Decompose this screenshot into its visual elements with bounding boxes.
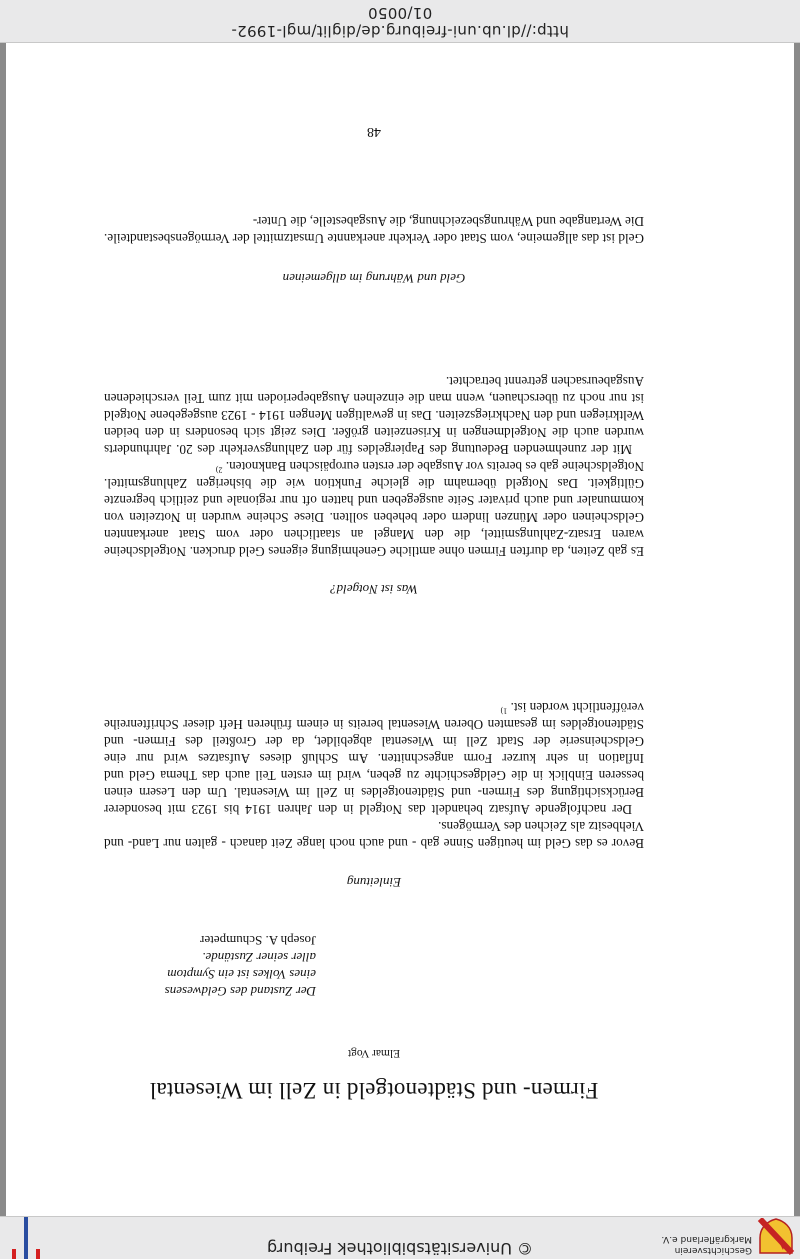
section-heading-einleitung: Einleitung <box>346 875 402 890</box>
society-crest-icon <box>757 1218 795 1256</box>
footnote-ref: 1) <box>500 706 508 716</box>
society-label: Geschichtsverein Markgräflerland e.V. <box>661 1234 752 1255</box>
document-url[interactable]: http://dl.ub.uni-freiburg.de/diglit/mgl-1992-01/0050 <box>231 4 569 40</box>
paragraph: Bevor es das Geld im heutigen Sinne gab - und auch noch lange Zeit danach - galten nur Land- und Viehbesitz als Zeichen des Vermögens. <box>104 819 644 851</box>
section-heading-geld-waehrung: Geld und Währung im allgemeinen <box>282 271 466 286</box>
article-title: Firmen- und Städtenotgeld in Zell im Wiesental <box>149 1078 599 1103</box>
paragraph: Es gab Zeiten, da durften Firmen ohne amtliche Genehmigung eigenes Geld drucken. Notgeldscheine waren Ersatz-Zahlungsmittel, die den Mangel an staatlichen oder vom Staat anerkannten Geldscheinen oder Münzen lindern oder beheben sollten. Diese Scheine wurden in Notzeiten von kommunaler und auch privater Seite ausgegeben und hatten oft nur regionale und zeitlich begrenzte Gültigkeit. Das Notgeld übernahm die gleiche Funktion wie die bisherigen Zahlungsmittel. Notgeldscheine gab es bereits vor Ausgabe der ersten europäischen Banknoten. $^{2)}$ <box>104 459 644 559</box>
paragraph: Mit der zunehmenden Bedeutung des Papiergeldes für den Zahlungsverkehr des 20. Jahrhunderts wurden auch die Notgeldmengen in Krisenzeiten größer. Dies zeigt sich besonders in den beiden Weltkriegen und den Nachkriegszeiten. Das in gewaltigen Mengen 1914 - 1923 ausgegebene Notgeld ist nur noch zu überschauen, wenn man die einzelnen Ausgabeperioden mit zum Teil verschiedenen Ausgabeursachen getrennt betrachtet. <box>104 374 644 457</box>
epigraph <box>56 932 316 1000</box>
paragraph: Der nachfolgende Aufsatz behandelt das Notgeld in den Jahren 1914 bis 1923 mit besonderer Berücksichtigung des Firmen- und Städtenotgeldes in Zell im Wiesental. Um den Lesern einen besseren Einblick in die Geldgeschichte zu geben, wird im ersten Teil auch das Thema Geld und Inflation in sehr kurzer Form angeschnitten. Am Schluß dieses Aufsatzes wird nur eine Geldscheinserie der Stadt Zell im Wiesental abgebildet, da der Großteil des Firmen- und Städtenotgeldes im gesamten Oberen Wiesental bereits in einem früheren Heft dieser Schriftenreihe veröffentlicht worden ist. $^{1)}$ <box>104 700 644 817</box>
viewer-top-bar <box>0 1216 800 1259</box>
section-heading-notgeld: Was ist Notgeld? <box>330 582 418 597</box>
copyright-text: © Universitätsbibliothek Freiburg <box>266 1239 534 1258</box>
article-author: Elmar Vogt <box>347 1047 401 1059</box>
footnote-ref: 2) <box>215 465 223 475</box>
section-einleitung-text <box>104 699 644 852</box>
epigraph-line: eines Volkes ist ein Symptom <box>167 967 316 982</box>
epigraph-author: Joseph A. Schumpeter <box>200 933 316 948</box>
document-page <box>6 43 794 1216</box>
section-geld-waehrung-text <box>104 213 644 247</box>
viewer-bottom-bar <box>0 0 800 43</box>
epigraph-line: Der Zustand des Geldwesens <box>164 984 316 999</box>
section-notgeld-text <box>104 373 644 560</box>
university-library-logo-icon <box>8 1217 44 1259</box>
page-number: 48 <box>367 124 381 139</box>
paragraph: Geld ist das allgemeine, vom Staat oder Verkehr anerkannte Umsatzmittel der Vermögensbestandteile. Die Wertangabe und Währungsbezeichnung, die Ausgabestelle, die Unter- <box>104 214 644 246</box>
epigraph-line: aller seiner Zustände. <box>202 950 316 965</box>
